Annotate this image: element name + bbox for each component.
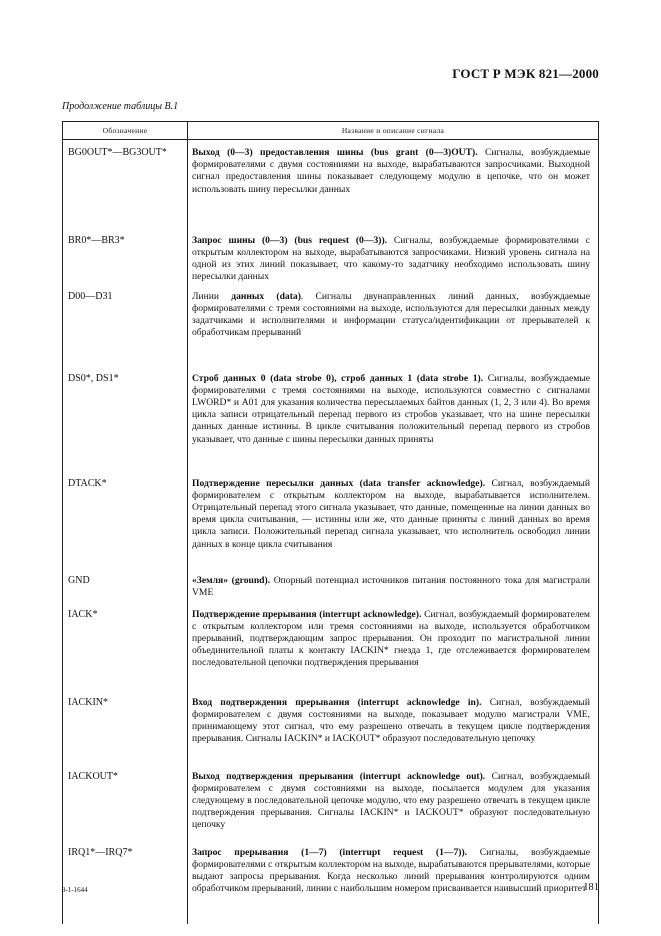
signal-description (188, 606, 599, 694)
signal-text: Сигнал, возбуждаемый формирователем с двумя состояниями на выходе, показывает модулю магистрали VME, принимающему этот сигнал, что ему разрешено отвечать в текущем цикле подтверждения прерывания. Сигналы IACKIN* и IACKOUT* образуют последовательную цепочку (192, 696, 591, 745)
signal-term: Запрос шины (0—3) (bus request (0—3)). (192, 234, 388, 246)
column-header-description: Название и описание сигнала (188, 122, 599, 140)
signal-description (188, 694, 599, 768)
signal-description (188, 844, 599, 924)
table-header-row (63, 122, 599, 140)
signal-term: Вход подтверждения прерывания (interrupt acknowledge in). (192, 696, 482, 708)
signal-name: GND (63, 572, 188, 606)
signal-name: DTACK* (63, 475, 188, 572)
signal-term: Подтверждение пересылки данных (data transfer acknowledge). (192, 477, 486, 489)
table-row (63, 370, 599, 475)
signal-text: Сигнал, возбуждаемый формирователем с двумя состояниями на выходе, посылается модулем для указания следующему в последовательной цепочке модулю, что ему разрешено отвечать в текущем цикле подтверждения прерывания. Сигналы IACKIN* и IACKOUT* образуют последовательную цепочку (192, 770, 590, 831)
table-row (63, 140, 599, 232)
signal-term: Выход подтверждения прерывания (interrupt acknowledge out). (192, 770, 486, 782)
signal-description (188, 370, 599, 475)
signal-description (188, 475, 599, 572)
signal-name: IRQ1*—IRQ7* (63, 844, 188, 924)
signal-text: Сигналы, возбуждаемые формирователями с открытым коллектором на выходе, вырабатываются прерывателями, которые выдают запросы прерывания. Когда несколько линий прерывания контролируются одним обработчиком прерываний, линии с наибольшим номером присваивается наивысший приоритет (192, 846, 590, 895)
standard-header: ГОСТ Р МЭК 821—2000 (452, 66, 599, 81)
signal-name: BG0OUT*—BG3OUT* (63, 140, 188, 232)
signal-term: «Земля» (ground). (192, 574, 271, 586)
signal-text: Сигналы, возбуждаемые формирователями с двумя состояниями на выходе, вырабатываются запросчиками. Выходной сигнал предоставления шины показывает следующему модулю в цепочке, что он может использовать шину пересылки данных (192, 147, 590, 195)
table-row (63, 768, 599, 844)
table-continuation-caption: Продолжение таблицы В.1 (62, 101, 179, 112)
signal-description (188, 232, 599, 288)
signal-text: Сигналы, возбуждаемые формирователями с тремя состояниями на выходе, используются совместно с сигналами LWORD* и A01 для указания количества пересылаемых байтов данных (1, 2, 3 или 4). Во время цикла записи отрицательный перепад первого из стробов указывает, что на шине пересылки данных данные истинны. В цикле считывания положительный перепад первого из стробов указывает, что данные с шины пересылки данных приняты (192, 372, 591, 445)
signal-text: Сигналы, возбуждаемые формирователями с открытым коллектором на выходе, вырабатываются запросчиками. Низкий уровень сигнала на одной из этих линий показывает, что какому-то задатчику необходимо использовать шину пересылки данных (192, 234, 591, 283)
table-row (63, 606, 599, 694)
column-header-designation: Обозначение (63, 122, 188, 140)
signal-name: IACKOUT* (63, 768, 188, 844)
signal-name: IACKIN* (63, 694, 188, 768)
signal-name: BR0*—BR3* (63, 232, 188, 288)
signal-name: IACK* (63, 606, 188, 694)
signal-table (62, 121, 599, 924)
signal-description (188, 768, 599, 844)
signal-text: Опорный потенциал источников питания постоянного тока для магистрали VME (192, 574, 590, 598)
signal-term: данных (data) (231, 290, 301, 302)
signal-term: Запрос прерывания (1—7) (interrupt request (1—7)). (192, 846, 468, 858)
page-number: 181 (583, 882, 599, 893)
signal-description (188, 140, 599, 232)
signal-description (188, 288, 599, 370)
table-row (63, 844, 599, 924)
signal-term: Подтверждение прерывания (interrupt acknowledge). (192, 608, 422, 620)
print-code: 9-1-1644 (62, 886, 88, 894)
signal-description (188, 572, 599, 606)
table-row (63, 288, 599, 370)
table-row (63, 694, 599, 768)
signal-text: Сигнал, возбуждаемый формирователем с открытым коллектором или тремя состояниями на выходе, используется обработчиком прерываний, подтверждающим запрос прерывания. Он проходит по магистральной линии объединительной платы к контакту IACKIN* гнезда 1, где отслеживается формирователем последовательной цепочки подтверждения прерывания (192, 608, 590, 669)
signal-term: Строб данных 0 (data strobe 0), строб данных 1 (data strobe 1). (192, 372, 484, 384)
signal-name: D00—D31 (63, 288, 188, 370)
signal-text: Сигнал, возбуждаемый формирователем с открытым коллектором на выходе, вырабатывается исполнителем. Отрицательный перепад этого сигнала указывает, что данные, помещенные на линии данных во время цикла считывания, — истинны или же, что данные приняты с линий данных во время цикла записи. Положительный перепад сигнала указывает, что исполнитель освободил линии данных в конце цикла считывания (192, 477, 590, 550)
signal-term: Выход (0—3) предоставления шины (bus grant (0—3)OUT). (192, 147, 478, 158)
signal-text-prefix: Линии (192, 290, 232, 302)
signal-name: DS0*, DS1* (63, 370, 188, 475)
table-row (63, 475, 599, 572)
table-row (63, 232, 599, 288)
table-row (63, 572, 599, 606)
signal-text: . Сигналы двунаправленных линий данных, возбуждаемые формирователями с тремя состояниями на выходе, используются для пересылки данных между задатчиками и исполнителями и информации статуса/идентификации от прерывателей к обработчикам прерываний (192, 290, 590, 339)
